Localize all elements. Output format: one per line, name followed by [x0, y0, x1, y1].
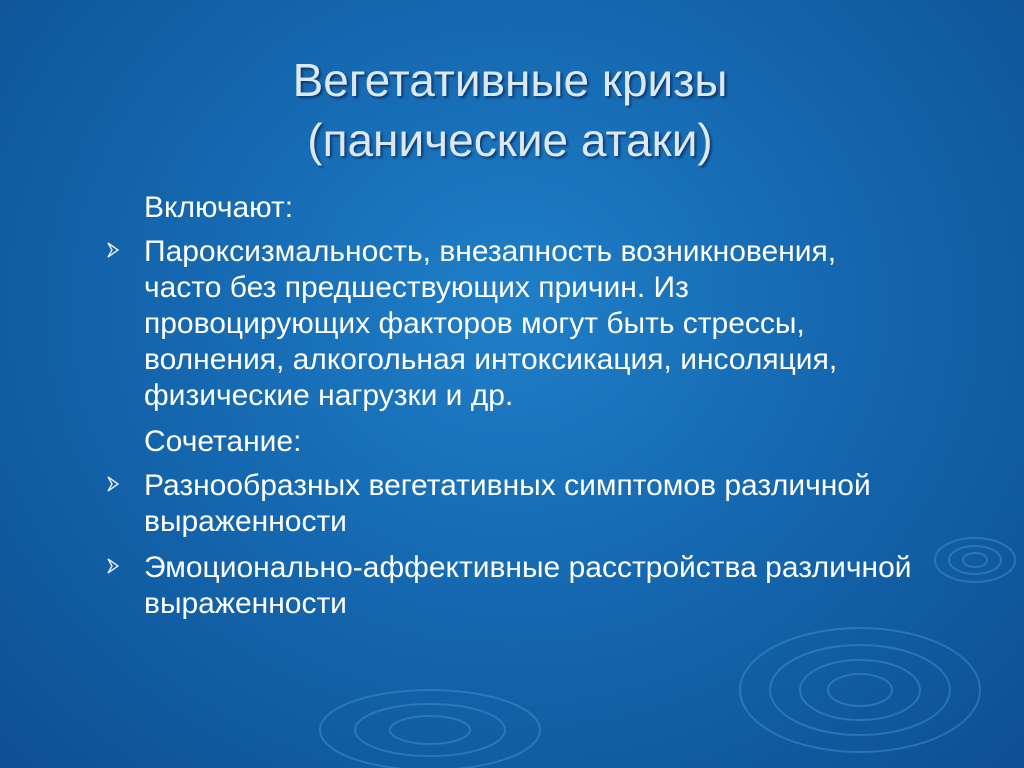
chevron-right-icon [106, 558, 120, 574]
bullet-text: Разнообразных вегетативных симптомов различной выраженности [144, 469, 871, 538]
slide-title-line2: (панические атаки) [307, 114, 713, 166]
heading-combination: Сочетание: [144, 425, 302, 458]
slide-title-line1: Вегетативные кризы [292, 54, 728, 106]
bullet-text: Эмоционально-аффективные расстройства различной выраженности [144, 551, 912, 620]
chevron-right-icon [106, 242, 120, 258]
slide-body [100, 190, 920, 632]
bullet-text: Пароксизмальность, внезапность возникновения, часто без предшествующих причин. Из провоцирующих факторов могут быть стрессы, волнения, алкогольная интоксикация, инсоляция, физические нагрузки и др. [144, 235, 838, 412]
bullet-item [100, 468, 920, 540]
slide-title [120, 50, 900, 170]
bullet-item [100, 234, 920, 414]
bullet-item [100, 550, 920, 622]
chevron-right-icon [106, 476, 120, 492]
heading-includes: Включают: [144, 191, 294, 224]
